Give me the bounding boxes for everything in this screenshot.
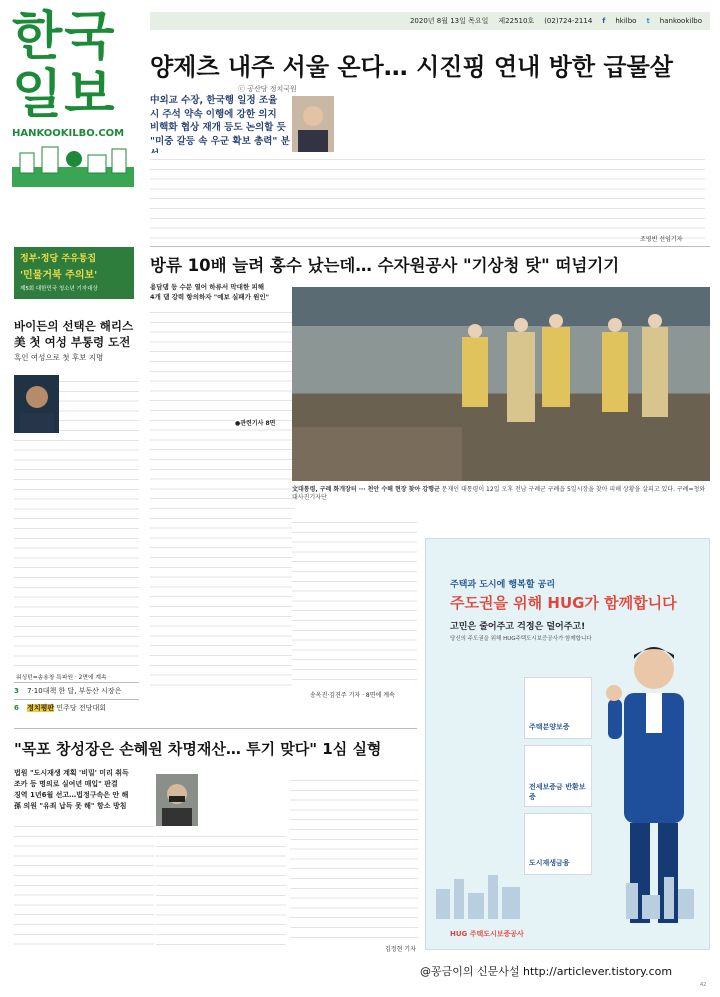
index-item[interactable] [14,700,139,716]
ad-description: 당신의 주도권을 위해 HUG주택도시보증공사가 함께합니다 [450,636,592,642]
flood-body-right [292,516,417,686]
biden-deck: 흑인 여성으로 첫 후보 지명 [14,353,104,362]
footer-watermark: @꽁금이의 신문사설 http://articlever.tistory.com [420,965,673,978]
index-page-number: 6 [14,704,19,712]
flood-caption-title: 文대통령, 구례 화개장터 ··· 천안 수해 현장 찾아 강행군 [292,486,440,493]
phone-number: (02)724-2114 [544,17,593,25]
ad-card-label: 주택분양보증 [529,723,570,731]
ad-title: 주도권을 위해 HUG가 함께합니다 [450,594,677,612]
mokpo-kicker [14,768,154,812]
flood-related[interactable]: ●관련기사 8면 [235,420,276,427]
facebook-handle[interactable]: hkilbo [615,17,637,25]
page-number: 42 [700,982,707,988]
lead-kicker-line: 시 주석 약속 이행에 강한 의지 [150,108,277,120]
ad-card-label: 도시재생금융 [529,859,570,867]
lead-credit: 조영빈 선임기자 [640,236,683,243]
city-illustration-icon [12,143,134,187]
twitter-handle[interactable]: hankookilbo [659,17,702,25]
promo-box[interactable] [14,247,134,299]
page-index [14,682,139,716]
masthead-url[interactable]: HANKOOKILBO.COM [12,128,125,139]
harris-portrait [14,375,60,433]
mokpo-kicker-line: 징역 1년6월 선고…법정구속은 안 해 [14,791,129,799]
mokpo-body [14,820,154,952]
masthead-title-line2: 일보 [12,65,117,125]
hug-logo: HUG 주택도시보증공사 [450,930,524,938]
promo-line3: 제5회 대한민국 청소년 기자대상 [20,286,98,292]
biden-story [14,318,139,363]
promo-line1: 정부·정당 주유통집 [20,254,97,264]
lead-photo-credit: ⓒ 공산당 정치국원 [238,85,297,93]
ad-tag: 주택과 도시에 행복할 공리 [450,580,556,590]
divider [150,246,710,247]
mokpo-body-middle [156,830,286,952]
ad-card [524,813,592,875]
lead-portrait [292,96,334,152]
flood-caption [292,486,710,502]
biden-credit: 워싱턴=송용창 특파원 · 2면에 계속 [16,675,107,681]
flood-photo [292,287,710,481]
index-extra: 민주당 전당대회 [56,704,106,712]
issue-number: 제22510호 [498,17,535,25]
lead-kicker [150,94,290,162]
index-label: 정치평판 [27,704,55,712]
index-item[interactable] [14,683,139,699]
facebook-icon: f [602,17,606,25]
mokpo-credit: 김정현 기자 [385,946,416,953]
mokpo-body-right [290,774,418,944]
mokpo-kicker-line: 조카 등 명의로 실여년 매입" 판결 [14,780,118,788]
issue-date: 2020년 8월 13일 목요일 [409,17,489,25]
date-bar [150,12,710,30]
mokpo-kicker-line: 孫 의원 "유죄 납득 못 해" 항소 방침 [14,802,127,810]
divider [14,728,417,729]
flood-headline[interactable]: 방류 10배 늘려 홍수 났는데… 수자원공사 "기상청 탓" 떠넘기기 [150,256,620,275]
son-portrait [156,774,198,826]
masthead-title-line1: 한국 [12,7,117,67]
promo-line2: '민물거북 주의보' [20,270,98,281]
biden-subheadline: 美 첫 여성 부통령 도전 [14,335,131,349]
flood-credits: 송옥진·김진주 기자 · 8면에 계속 [310,692,395,699]
flood-kicker-line: 용담댐 등 수문 열어 하류서 막대한 피해 [150,283,265,291]
flood-kicker-line: 4개 댐 강력 항의하자 "예보 실패가 원인" [150,293,270,301]
mokpo-kicker-line: 법원 "도시재생 계획 '비밀' 미리 취득 [14,769,129,777]
lead-kicker-line: 中외교 수장, 한국행 일정 조율 [150,95,278,106]
ad-card [524,677,592,739]
city-skyline-icon [426,869,709,919]
lead-headline[interactable]: 양제츠 내주 서울 온다… 시진핑 연내 방한 급물살 [150,53,673,81]
flood-caption-text: 문재인 대통령이 12일 오후 전남 구례군 구례읍 5일시장을 찾아 피해 상황을 살피고 있다. 구례=청와대사진기자단 [292,486,706,501]
index-page-number: 3 [14,687,19,695]
lead-body [150,153,705,241]
biden-headline[interactable]: 바이든의 선택은 해리스 [14,319,134,333]
twitter-icon: t [646,17,650,25]
mokpo-headline[interactable]: "목포 창성장은 손혜원 차명재산… 투기 맞다" 1심 실형 [14,740,382,758]
index-label: 7·10대책 한 달, 부동산 시장은 [27,687,122,695]
lead-kicker-line: "미중 갈등 속 우군 확보 총력" 분 [150,135,290,147]
flood-body [150,306,295,686]
ad-card-label: 전세보증금 반환보증 [529,783,586,801]
flood-kicker [150,282,300,302]
lead-kicker-line: 비핵화 협상 재개 등도 논의할 듯 [150,122,286,133]
masthead [12,8,134,208]
hug-advertisement[interactable] [425,538,710,950]
ad-subtitle: 고민은 줄어주고 걱정은 덜어주고! [450,622,586,632]
ad-card [524,745,592,807]
